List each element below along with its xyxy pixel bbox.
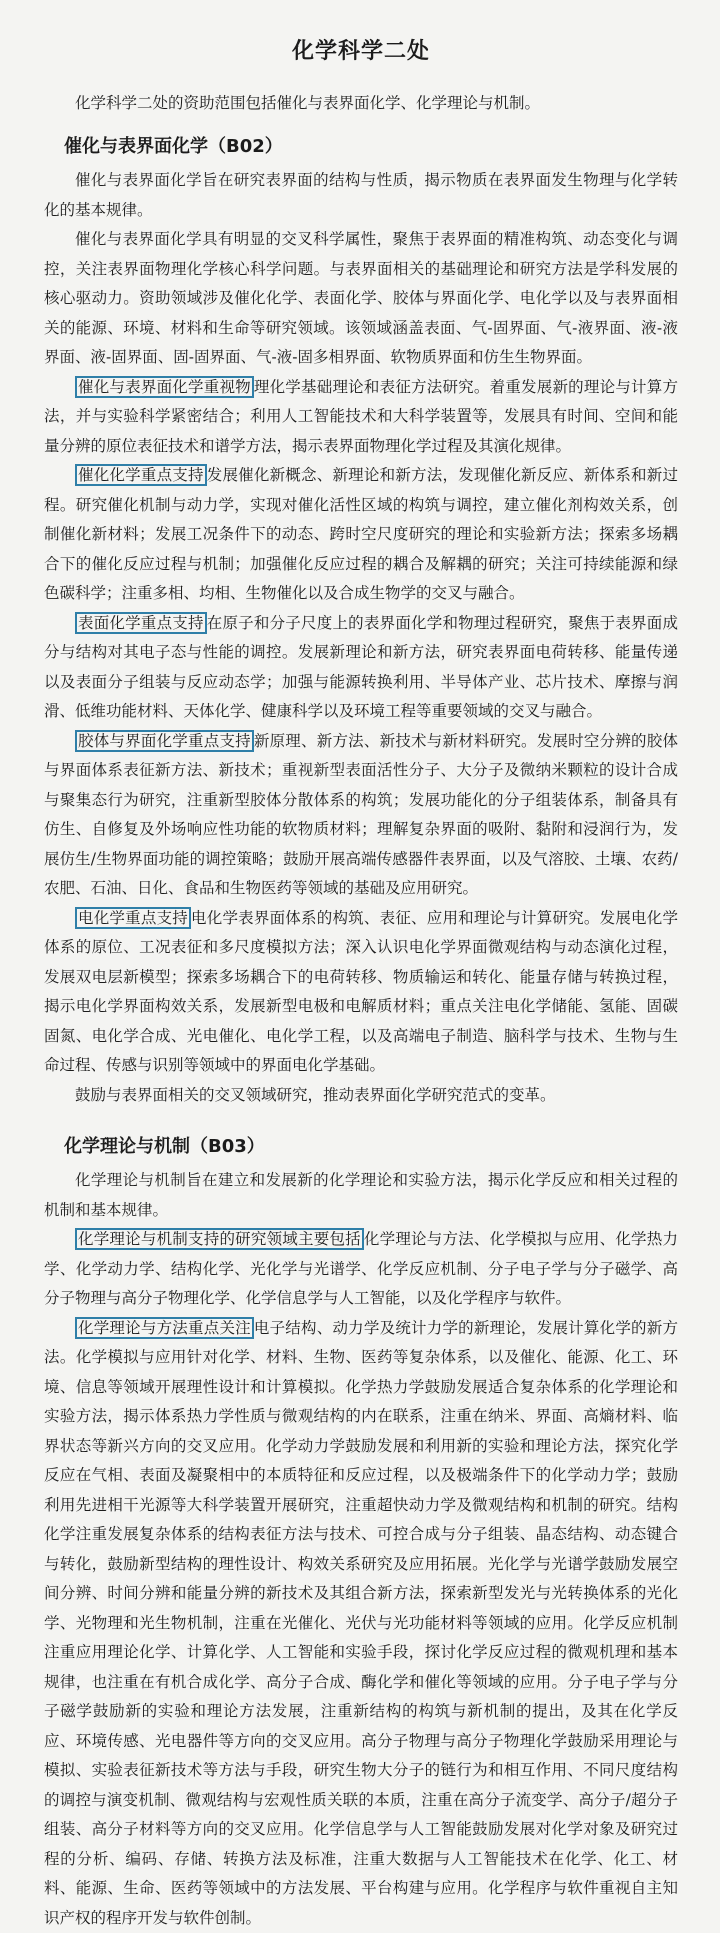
paragraph — [44, 461, 678, 609]
paragraph — [44, 1166, 678, 1225]
section-heading-b02: 催化与表界面化学（B02） — [64, 132, 678, 158]
paragraph-text: 理化学基础理论和表征方法研究。着重发展新的理论与计算方法，并与实验科学紧密结合；利用人工智能技术和大科学装置等，发展具有时间、空间和能量分辨的原位表征技术和谱学方法，揭示表界面物理化学过程及其演化规律。 — [44, 378, 678, 455]
paragraph — [44, 727, 678, 904]
highlight-box: 胶体与界面化学重点支持 — [75, 730, 254, 752]
page-title: 化学科学二处 — [44, 0, 678, 65]
paragraph-text: 催化与表界面化学旨在研究表界面的结构与性质，揭示物质在表界面发生物理与化学转化的基本规律。 — [44, 171, 678, 219]
paragraph-text: 在原子和分子尺度上的表界面化学和物理过程研究，聚焦于表界面成分与结构对其电子态与性能的调控。发展新理论和新方法，研究表界面电荷转移、能量传递以及表面分子组装与反应动态学；加强与能源转换利用、半导体产业、芯片技术、摩擦与润滑、低维功能材料、天体化学、健康科学以及环境工程等重要领域的交叉与融合。 — [44, 614, 678, 721]
paragraph-text: 鼓励与表界面相关的交叉领域研究，推动表界面化学研究范式的变革。 — [75, 1086, 556, 1104]
section-heading-b03: 化学理论与机制（B03） — [64, 1132, 678, 1158]
section-b02 — [44, 132, 678, 1110]
paragraph-text: 电化学表界面体系的构筑、表征、应用和理论与计算研究。发展电化学体系的原位、工况表征和多尺度模拟方法；深入认识电化学界面微观结构与动态演化过程，发展双电层新模型；探索多场耦合下的电荷转移、物质输运和转化、能量存储与转换过程，揭示电化学界面构效关系，发展新型电极和电解质材料；重点关注电化学储能、氢能、固碳固氮、电化学合成、光电催化、电化学工程，以及高端电子制造、脑科学与技术、生物与生命过程、传感与识别等领域中的界面电化学基础。 — [44, 909, 678, 1075]
paragraph-text: 新原理、新方法、新技术与新材料研究。发展时空分辨的胶体与界面体系表征新方法、新技术；重视新型表面活性分子、大分子及微纳米颗粒的设计合成与聚集态行为研究，注重新型胶体分散体系的构筑；发展功能化的分子组装体系，制备具有仿生、自修复及外场响应性功能的软物质材料；理解复杂界面的吸附、黏附和浸润行为，发展仿生/生物界面功能的调控策略；鼓励开展高端传感器件表界面，以及气溶胶、土壤、农药/农肥、石油、日化、食品和生物医药等领域的基础及应用研究。 — [44, 732, 678, 898]
paragraph-text: 发展催化新概念、新理论和新方法，发现催化新反应、新体系和新过程。研究催化机制与动力学，实现对催化活性区域的构筑与调控，建立催化剂构效关系，创制催化新材料；发展工况条件下的动态、跨时空尺度研究的理论和实验新方法；探索多场耦合下的催化反应过程与机制；加强催化反应过程的耦合及解耦的研究；关注可持续能源和绿色碳科学；注重多相、均相、生物催化以及合成生物学的交叉与融合。 — [44, 466, 678, 602]
paragraph-text: 催化与表界面化学具有明显的交叉科学属性，聚焦于表界面的精准构筑、动态变化与调控，关注表界面物理化学核心科学问题。与表界面相关的基础理论和研究方法是学科发展的核心驱动力。资助领域涉及催化化学、表面化学、胶体与界面化学、电化学以及与表界面相关的能源、环境、材料和生命等研究领域。该领域涵盖表面、气-固界面、气-液界面、液-液界面、液-固界面、固-固界面、气-液-固多相界面、软物质界面和仿生生物界面。 — [44, 230, 678, 366]
paragraph — [44, 1225, 678, 1314]
paragraph — [44, 609, 678, 727]
paragraph-text: 化学理论与机制旨在建立和发展新的化学理论和实验方法，揭示化学反应和相关过程的机制和基本规律。 — [44, 1171, 678, 1219]
paragraph-text: 电子结构、动力学及统计力学的新理论，发展计算化学的新方法。化学模拟与应用针对化学、材料、生物、医药等复杂体系，以及催化、能源、化工、环境、信息等领域开展理性设计和计算模拟。化学热力学鼓励发展适合复杂体系的化学理论和实验方法，揭示体系热力学性质与微观结构的内在联系，注重在纳米、界面、高熵材料、临界状态等新兴方向的交叉应用。化学动力学鼓励发展和利用新的实验和理论方法，探究化学反应在气相、表面及凝聚相中的本质特征和反应过程，以及极端条件下的化学动力学；鼓励利用先进相干光源等大科学装置开展研究，注重超快动力学及微观结构和机制的研究。结构化学注重发展复杂体系的结构表征方法与技术、可控合成与分子组装、晶态结构、动态键合与转化，鼓励新型结构的理性设计、构效关系研究及应用拓展。光化学与光谱学鼓励发展空间分辨、时间分辨和能量分辨的新技术及其组合新方法，探索新型发光与光转换体系的光化学、光物理和光生物机制，注重在光催化、光伏与光功能材料等领域的应用。化学反应机制注重应用理论化学、计算化学、人工智能和实验手段，探讨化学反应过程的微观机理和基本规律，也注重在有机合成化学、高分子合成、酶化学和催化等领域的应用。分子电子学与分子磁学鼓励新的实验和理论方法发展，注重新结构的构筑与新机制的提出，及其在化学反应、环境传感、光电器件等方向的交叉应用。高分子物理与高分子物理化学鼓励采用理论与模拟、实验表征新技术等方法与手段，研究生物大分子的链行为和相互作用、不同尺度结构的调控与演变机制、微观结构与宏观性质关联的本质，注重在高分子流变学、高分子/超分子组装、高分子材料等方向的交叉应用。化学信息学与人工智能鼓励发展对化学对象及研究过程的分析、编码、存储、转换方法及标准，注重大数据与人工智能技术在化学、化工、材料、能源、生命、医药等领域中的方法发展、平台构建与应用。化学程序与软件重视自主知识产权的程序开发与软件创制。 — [44, 1319, 678, 1927]
paragraph — [44, 904, 678, 1081]
paragraph — [44, 373, 678, 462]
highlight-box: 化学理论与机制支持的研究领域主要包括 — [75, 1228, 364, 1250]
paragraph — [44, 166, 678, 225]
intro-paragraph: 化学科学二处的资助范围包括催化与表界面化学、化学理论与机制。 — [44, 89, 678, 118]
highlight-box: 催化化学重点支持 — [75, 464, 207, 486]
paragraph — [44, 1314, 678, 1933]
highlight-box: 电化学重点支持 — [75, 907, 191, 929]
highlight-box: 表面化学重点支持 — [75, 612, 207, 634]
highlight-box: 化学理论与方法重点关注 — [75, 1317, 254, 1339]
section-b03 — [44, 1132, 678, 1933]
paragraph-text: 化学理论与方法、化学模拟与应用、化学热力学、化学动力学、结构化学、光化学与光谱学、化学反应机制、分子电子学与分子磁学、高分子物理与高分子物理化学、化学信息学与人工智能，以及化学程序与软件。 — [44, 1230, 678, 1307]
paragraph — [44, 1081, 678, 1111]
paragraph — [44, 225, 678, 373]
highlight-box: 催化与表界面化学重视物 — [75, 376, 254, 398]
